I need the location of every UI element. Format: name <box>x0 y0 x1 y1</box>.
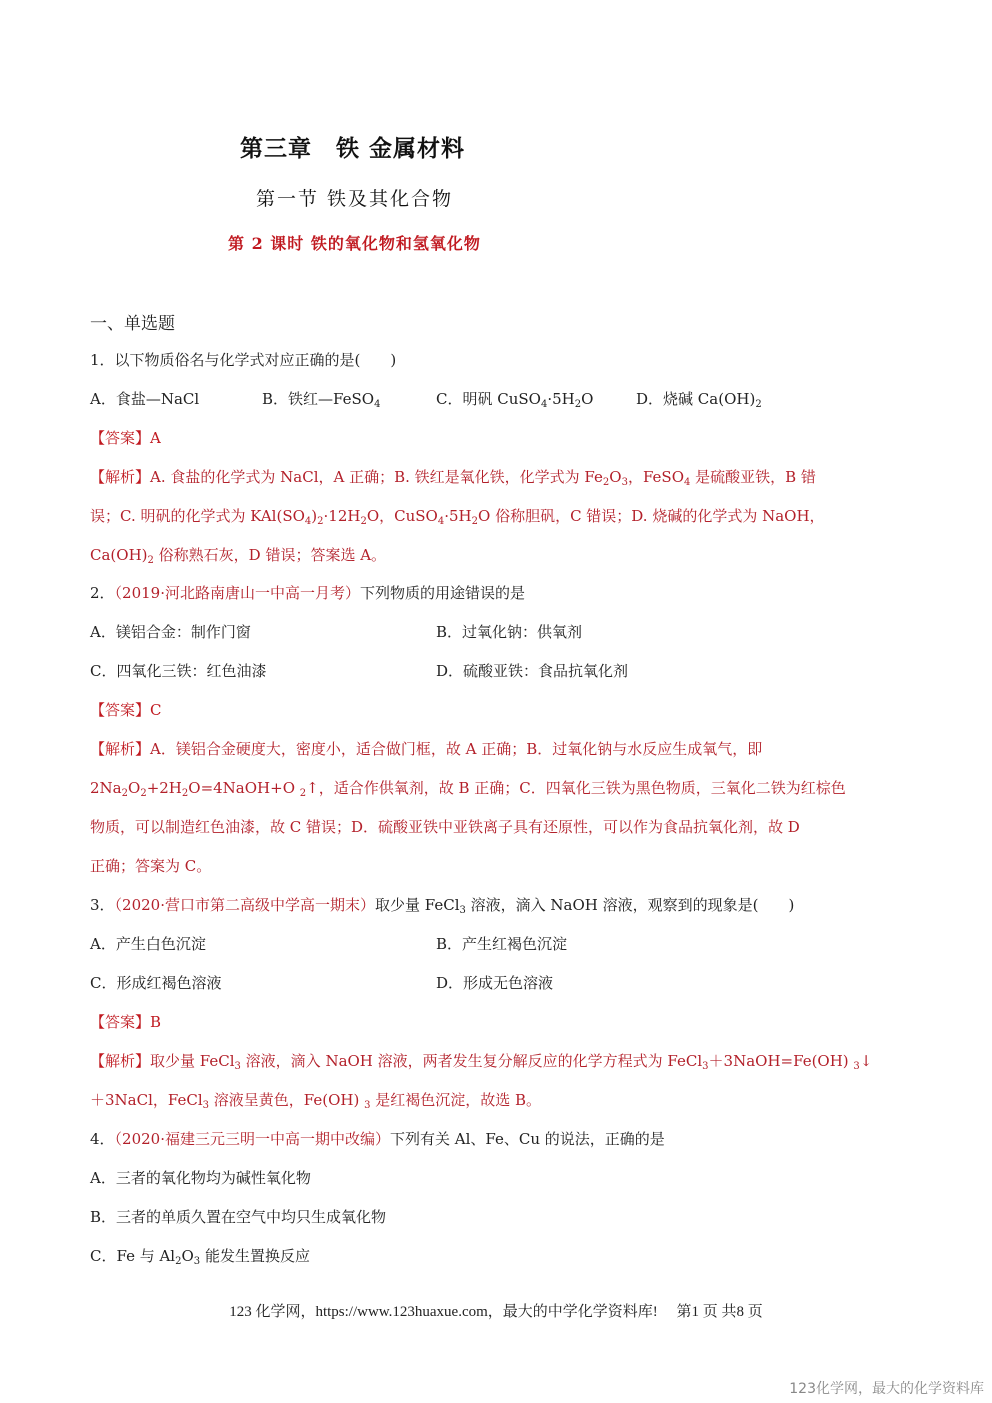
q2-analysis-line-2: $2Na_2O_2+2H_2O=4NaOH+O$ $_2$↑，适合作供氧剂，故 B 正确；C．四氧化三铁为黑色物质，三氧化二铁为红棕色 <box>90 779 846 799</box>
q4-stem: 4．（2020·福建三元三明一中高一期中改编）下列有关 Al、Fe、Cu 的说法，正确的是 <box>90 1130 665 1148</box>
q2-analysis-line-4: 正确；答案为 C。 <box>90 857 212 875</box>
q2-analysis-line-3: 物质，可以制造红色油漆，故 C 错误；D．硫酸亚铁中亚铁离子具有还原性，可以作为食品抗氧化剂，故 D <box>90 818 800 836</box>
q1-analysis-line-3: $Ca(OH)_2$ 俗称熟石灰，D 错误；答案选 A。 <box>90 546 387 566</box>
q3-option-d: D．形成无色溶液 <box>436 974 554 992</box>
watermark: 123化学网，最大的化学资料库 <box>789 1381 984 1397</box>
q2-analysis-line-1: 【解析】A．镁铝合金硬度大，密度小，适合做门框，故 A 正确；B．过氧化钠与水反应生成氧气，即 <box>90 740 763 758</box>
q2-option-c: C．四氧化三铁：红色油漆 <box>90 662 267 680</box>
q4-option-b: B．三者的单质久置在空气中均只生成氧化物 <box>90 1208 387 1226</box>
chapter-title: 第三章 铁 金属材料 <box>240 136 466 162</box>
q3-analysis-line-1: 【解析】取少量 FeCl$_3$ 溶液，滴入 NaOH 溶液，两者发生复分解反应的化学方程式为 FeCl$_3$＋3NaOH=Fe(OH) $_3$↓ <box>90 1052 873 1072</box>
q1-option-d: D．烧碱 $Ca(OH)_2$ <box>636 390 762 410</box>
q3-option-a: A．产生白色沉淀 <box>90 935 206 953</box>
q4-option-a: A．三者的氧化物均为碱性氧化物 <box>90 1169 311 1187</box>
q1-option-a: A．食盐—NaCl <box>90 390 200 408</box>
lesson-title: 第 2 课时 铁的氧化物和氢氧化物 <box>228 234 481 253</box>
q2-stem: 2．（2019·河北路南唐山一中高一月考）下列物质的用途错误的是 <box>90 584 526 602</box>
q3-answer: 【答案】B <box>90 1013 162 1031</box>
part-heading: 一、单选题 <box>90 314 175 334</box>
q1-analysis-line-2: 误；C. 明矾的化学式为 $KAl(SO_4)_2\cdot 12H_2O$，$CuSO_4\cdot 5H_2O$ 俗称胆矾，C 错误；D. 烧碱的化学式为 NaOH， <box>90 507 825 527</box>
q3-analysis-line-2: ＋3NaCl，FeCl$_3$ 溶液呈黄色，Fe(OH) $_3$ 是红褐色沉淀，故选 B。 <box>90 1091 542 1111</box>
q3-option-b: B．产生红褐色沉淀 <box>436 935 568 953</box>
q3-stem: 3．（2020·营口市第二高级中学高一期末）取少量 FeCl$_3$ 溶液，滴入 NaOH 溶液，观察到的现象是( ) <box>90 896 795 916</box>
q4-option-c: C．Fe 与 $Al_2O_3$ 能发生置换反应 <box>90 1247 310 1267</box>
section-title: 第一节 铁及其化合物 <box>256 188 454 210</box>
q3-source: （2020·营口市第二高级中学高一期末） <box>114 896 375 914</box>
q3-option-c: C．形成红褐色溶液 <box>90 974 222 992</box>
q1-answer: 【答案】A <box>90 429 161 447</box>
q1-analysis-line-1: 【解析】A. 食盐的化学式为 NaCl，A 正确；B. 铁红是氧化铁，化学式为 $Fe_2O_3$，FeSO$_4$ 是硫酸亚铁，B 错 <box>90 468 816 488</box>
q1-stem: 1．以下物质俗名与化学式对应正确的是( ) <box>90 351 397 369</box>
q2-answer: 【答案】C <box>90 701 162 719</box>
q1-option-b: B．铁红—FeSO$_4$ <box>262 390 381 410</box>
q2-option-b: B．过氧化钠：供氧剂 <box>436 623 583 641</box>
page-footer: 123 化学网，https://www.123huaxue.com，最大的中学化学资料库! 第1 页 共8 页 <box>229 1304 763 1320</box>
q2-source: （2019·河北路南唐山一中高一月考） <box>114 584 360 602</box>
q4-source: （2020·福建三元三明一中高一期中改编） <box>114 1130 390 1148</box>
q1-option-c: C．明矾 $CuSO_4\cdot 5H_2O$ <box>436 390 594 410</box>
q2-option-d: D．硫酸亚铁：食品抗氧化剂 <box>436 662 629 680</box>
q2-option-a: A．镁铝合金：制作门窗 <box>90 623 251 641</box>
